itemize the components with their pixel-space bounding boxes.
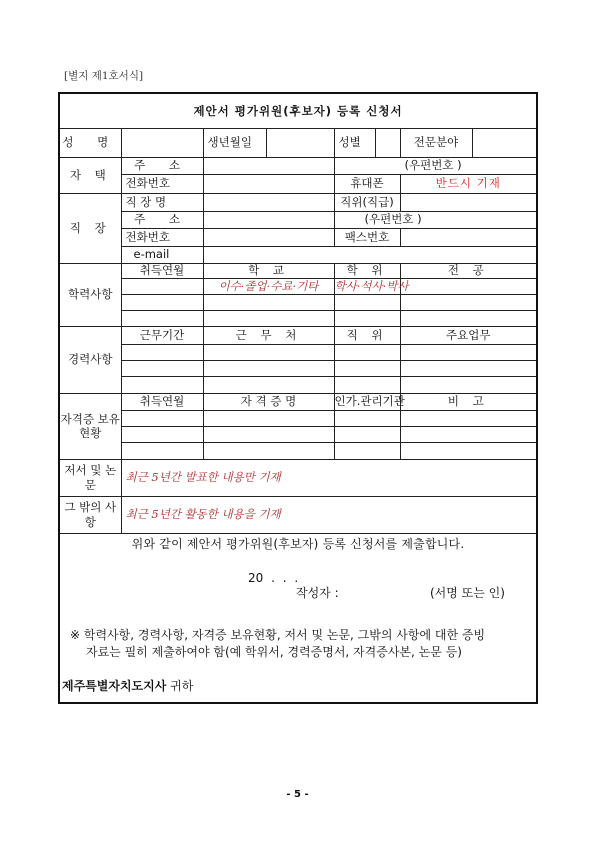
career-header-position: 직 위 (334, 326, 400, 344)
workplace-name-field[interactable] (203, 193, 334, 211)
evidence-note-line-2: 자료는 필히 제출하여야 함(예 학위서, 경력증명서, 자격증사본, 논문 등) (86, 645, 462, 660)
work-postal-code[interactable]: (우편번호 ) (334, 211, 537, 228)
education-school-hint[interactable]: 이수·졸업·수료·기타 (203, 278, 334, 294)
education-cell[interactable] (121, 310, 203, 326)
form-number-label: [별지 제1호서식] (64, 70, 144, 82)
education-section-label: 학력사항 (59, 263, 121, 326)
recipient-suffix: 귀하 (170, 679, 194, 694)
fax-field[interactable] (400, 228, 537, 246)
license-cell[interactable] (203, 426, 334, 442)
education-cell[interactable] (203, 294, 334, 310)
education-header-date: 취득연월 (121, 263, 203, 278)
papers-hint[interactable]: 최근 5년간 발표한 내용만 기재 (121, 459, 537, 496)
mobile-label: 휴대폰 (334, 174, 400, 193)
home-phone-field[interactable] (203, 174, 334, 193)
signature-placeholder[interactable]: (서명 또는 인) (430, 585, 505, 600)
declaration-section (59, 533, 537, 703)
career-header-workplace: 근 무 처 (203, 326, 334, 344)
education-cell[interactable] (334, 294, 400, 310)
position-label: 직위(직급) (334, 193, 400, 211)
form-title: 제안서 평가위원(후보자) 등록 신청서 (59, 93, 537, 128)
career-cell[interactable] (400, 344, 537, 360)
evidence-note-line-1: ※ 학력사항, 경력사항, 자격증 보유현황, 저서 및 논문, 그밖의 사항에 대한 증빙 (70, 627, 486, 642)
license-header-agency: 인가.관리기관 (334, 394, 405, 409)
home-address-label: 주 소 (121, 157, 203, 174)
license-section-label: 자격증 보유현황 (59, 393, 121, 459)
home-address-field[interactable] (203, 157, 334, 174)
license-cell[interactable] (121, 410, 203, 426)
education-cell[interactable] (400, 310, 537, 326)
license-cell[interactable] (334, 426, 400, 442)
education-cell[interactable] (203, 310, 334, 326)
education-cell[interactable] (334, 310, 400, 326)
license-cell[interactable] (334, 442, 400, 459)
license-cell[interactable] (400, 426, 537, 442)
education-header-major: 전 공 (400, 263, 537, 278)
specialty-label: 전문분야 (400, 128, 472, 157)
career-cell[interactable] (334, 360, 400, 376)
workplace-name-label: 직 장 명 (121, 193, 203, 211)
career-cell[interactable] (121, 344, 203, 360)
license-header-name: 자 격 증 명 (203, 393, 334, 410)
work-address-field[interactable] (203, 211, 334, 228)
gender-field[interactable] (375, 128, 400, 157)
work-address-label: 주 소 (121, 211, 203, 228)
evidence-note (70, 627, 528, 662)
education-cell[interactable] (121, 278, 203, 294)
career-cell[interactable] (334, 344, 400, 360)
education-cell[interactable] (400, 294, 537, 310)
work-section-label: 직 장 (59, 193, 121, 263)
education-header-school: 학 교 (203, 263, 334, 278)
education-header-degree: 학 위 (334, 263, 400, 278)
home-section-label: 자 택 (59, 157, 121, 193)
position-field[interactable] (400, 193, 537, 211)
career-section-label: 경력사항 (59, 326, 121, 393)
page-number: - 5 - (286, 789, 309, 800)
career-cell[interactable] (400, 360, 537, 376)
email-label: e-mail (121, 246, 203, 263)
recipient-line (62, 680, 536, 693)
license-header-date: 취득연월 (121, 393, 203, 410)
fax-label: 팩스번호 (334, 228, 400, 246)
career-cell[interactable] (203, 376, 334, 393)
education-cell[interactable] (121, 294, 203, 310)
author-line (60, 587, 536, 603)
education-degree-hint[interactable]: 학사·석사·박사 (334, 278, 409, 293)
recipient-name: 제주특별자치도지사 (62, 679, 167, 694)
mobile-required-note[interactable]: 반드시 기재 (400, 174, 537, 193)
other-hint[interactable]: 최근 5년간 활동한 내용을 기재 (121, 496, 537, 533)
declaration-statement: 위와 같이 제안서 평가위원(후보자) 등록 신청서를 제출합니다. (131, 536, 465, 551)
birthdate-label: 생년월일 (203, 128, 266, 157)
author-label: 작성자 : (296, 585, 339, 600)
other-section-label: 그 밖의 사항 (59, 496, 121, 533)
registration-form (58, 92, 538, 704)
work-phone-label: 전화번호 (121, 228, 203, 246)
home-postal-code[interactable]: (우편번호 ) (334, 157, 537, 174)
career-header-period: 근무기간 (121, 326, 203, 344)
career-cell[interactable] (203, 344, 334, 360)
license-cell[interactable] (203, 442, 334, 459)
work-phone-field[interactable] (203, 228, 334, 246)
name-label: 성 명 (59, 128, 121, 157)
submission-date[interactable]: 20 . . . (248, 571, 299, 586)
email-field[interactable] (203, 246, 537, 263)
education-cell[interactable] (400, 278, 537, 294)
license-cell[interactable] (334, 410, 400, 426)
license-cell[interactable] (121, 442, 203, 459)
license-cell[interactable] (121, 426, 203, 442)
career-cell[interactable] (121, 376, 203, 393)
license-cell[interactable] (203, 410, 334, 426)
license-cell[interactable] (400, 442, 537, 459)
career-cell[interactable] (400, 376, 537, 393)
name-field[interactable] (121, 128, 203, 157)
career-cell[interactable] (334, 376, 400, 393)
birthdate-field[interactable] (266, 128, 334, 157)
papers-section-label: 저서 및 논문 (59, 459, 121, 496)
gender-label: 성별 (334, 128, 375, 157)
career-cell[interactable] (121, 360, 203, 376)
license-cell[interactable] (400, 410, 537, 426)
specialty-field[interactable] (472, 128, 537, 157)
license-header-remarks: 비 고 (400, 393, 537, 410)
career-cell[interactable] (203, 360, 334, 376)
career-header-duties: 주요업무 (400, 326, 537, 344)
home-phone-label: 전화번호 (121, 174, 203, 193)
